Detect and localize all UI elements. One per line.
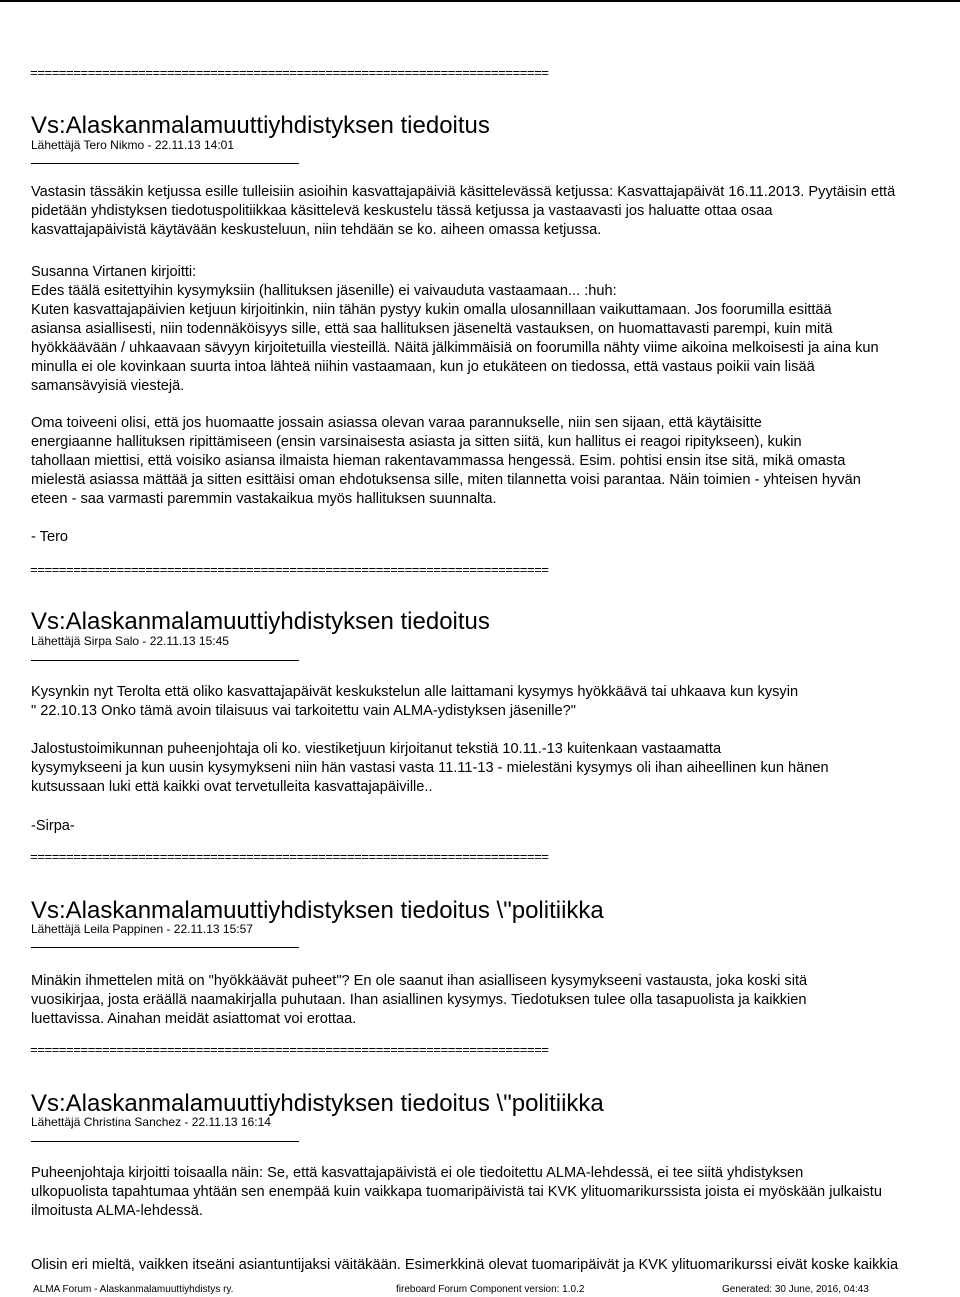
post-signature: -Sirpa- — [31, 818, 75, 834]
post-divider — [31, 1141, 299, 1142]
post-divider — [31, 660, 299, 661]
separator-line: ======================================================================== — [30, 66, 549, 81]
post-title: Vs:Alaskanmalamuuttiyhdistyksen tiedoitus — [31, 608, 490, 635]
quote-paragraph: Susanna Virtanen kirjoitti: Edes täälä esitettyihin kysymyksiin (hallituksen jäsenille) ei vaivauduta vastaamaan... :huh: Kuten kasvattajapäivien ketjuun kirjoitinkin, niin tähän pystyy kukin omalla ulosannillaan vaikuttamaan. Jos foorumilla esittää asiansa asiallisesti, niin todennäköisyys sille, että saa hallituksen jäseneltä vastauksen, on huomattavasti parempi, kuin mitä hyökkäävään / uhkaavaan sävyyn kirjoitetuilla viesteillä. Näitä jälkimmäisiä on foorumilla nähty viime aikoina melkoisesti ja aina kun minulla ei ole kovinkaan suurta intoa lähteä niihin vastaamaan, kun jo etukäteen on tiedossa, että vastaus poikii vain lisää samansävyisiä viestejä. — [31, 264, 879, 394]
post-paragraph: Jalostustoimikunnan puheenjohtaja oli ko. viestiketjuun kirjoitanut tekstiä 10.11.-13 kuitenkaan vastaamatta kysymykseeni ja kun uusin kysymykseni niin hän vastasi vasta 11.11-13 - mielestäni kysymys oli ihan aiheellinen kun hänen kutsussaan luki että kaikki ovat tervetulleita kasvattajapäiville.. — [31, 741, 829, 795]
post-meta: Lähettäjä Sirpa Salo - 22.11.13 15:45 — [31, 634, 229, 648]
post-title: Vs:Alaskanmalamuuttiyhdistyksen tiedoitus \"politiikka — [31, 1090, 604, 1117]
separator-line: ======================================================================== — [30, 850, 549, 865]
post-paragraph: Minäkin ihmettelen mitä on "hyökkäävät puheet"? En ole saanut ihan asialliseen kysymykseeni vastausta, joka koski sitä vuosikirjaa, josta eräällä naamakirjalla puhutaan. Ihan asiallinen kysymys. Tiedotuksen tulee olla tasapuolista ja kaikkien luettavissa. Ainahan meidät asiattomat voi erottaa. — [31, 973, 808, 1027]
post-meta: Lähettäjä Tero Nikmo - 22.11.13 14:01 — [31, 138, 235, 152]
post-meta: Lähettäjä Christina Sanchez - 22.11.13 16:14 — [31, 1115, 271, 1129]
post-title: Vs:Alaskanmalamuuttiyhdistyksen tiedoitus — [31, 112, 490, 139]
footer-generated-date: Generated: 30 June, 2016, 04:43 — [722, 1284, 869, 1295]
separator-line: ======================================================================== — [30, 563, 549, 578]
post-paragraph: Puheenjohtaja kirjoitti toisaalla näin: Se, että kasvattajapäivistä ei ole tiedoitettu ALMA-lehdessä, ei tee siitä yhdistyksen ulkopuolista tapahtumaa yhtään sen enempää kuin vaikkapa tuomaripäivistä tai KVK ylituomarikurssista joista ei myöskään julkaistu ilmoitusta ALMA-lehdessä. — [31, 1165, 882, 1219]
post-divider — [31, 947, 299, 948]
footer-forum-name: ALMA Forum - Alaskanmalamuuttiyhdistys ry. — [33, 1284, 234, 1295]
footer-component-version: fireboard Forum Component version: 1.0.2 — [396, 1284, 585, 1295]
post-signature: - Tero — [31, 529, 69, 545]
post-title: Vs:Alaskanmalamuuttiyhdistyksen tiedoitus \"politiikka — [31, 897, 604, 924]
post-divider — [31, 163, 299, 164]
post-paragraph: Vastasin tässäkin ketjussa esille tulleisiin asioihin kasvattajapäiviä käsittelevässä ketjussa: Kasvattajapäivät 16.11.2013. Pyytäisin että pidetään yhdistyksen tiedotuspolitiikkaa käsittelevä keskustelu tässä ketjussa ja vastaavasti jos haluatte ottaa osaa kasvattajapäivistä käytävään keskusteluun, niin tehdään se ko. aiheen omassa ketjussa. — [31, 184, 896, 238]
post-paragraph: Olisin eri mieltä, vaikken itseäni asiantuntijaksi väitäkään. Esimerkkinä olevat tuomaripäivät ja KVK ylituomarikurssi eivät koske kaikkia — [31, 1257, 899, 1273]
post-paragraph: Kysynkin nyt Terolta että oliko kasvattajapäivät keskukstelun alle laittamani kysymys hyökkäävä tai uhkaava kun kysyin " 22.10.13 Onko tämä avoin tilaisuus vai tarkoitettu vain ALMA-ydistyksen jäsenille?" — [31, 684, 799, 719]
post-meta: Lähettäjä Leila Pappinen - 22.11.13 15:57 — [31, 922, 253, 936]
separator-line: ======================================================================== — [30, 1043, 549, 1058]
top-border — [0, 0, 960, 2]
post-paragraph: Oma toiveeni olisi, että jos huomaatte jossain asiassa olevan varaa parannukselle, niin sen sijaan, että käytäisitte energiaanne hallituksen ripittämiseen (ensin varsinaisesta asiasta ja sitten siitä, kun hallitus ei reagoi ripitykseen), kukin tahollaan miettisi, että voisiko asiansa ilmaista hieman rakentavammassa hengessä. Esim. pohtisi ensin itse sitä, mikä omasta mielestä asiassa mättää ja sitten esittäisi oman ehdotuksensa sille, miten tilannetta voisi parantaa. Näin toimien - yhteisen hyvän eteen - saa varmasti paremmin vastakaikua myös hallituksen suunnalta. — [31, 415, 861, 507]
